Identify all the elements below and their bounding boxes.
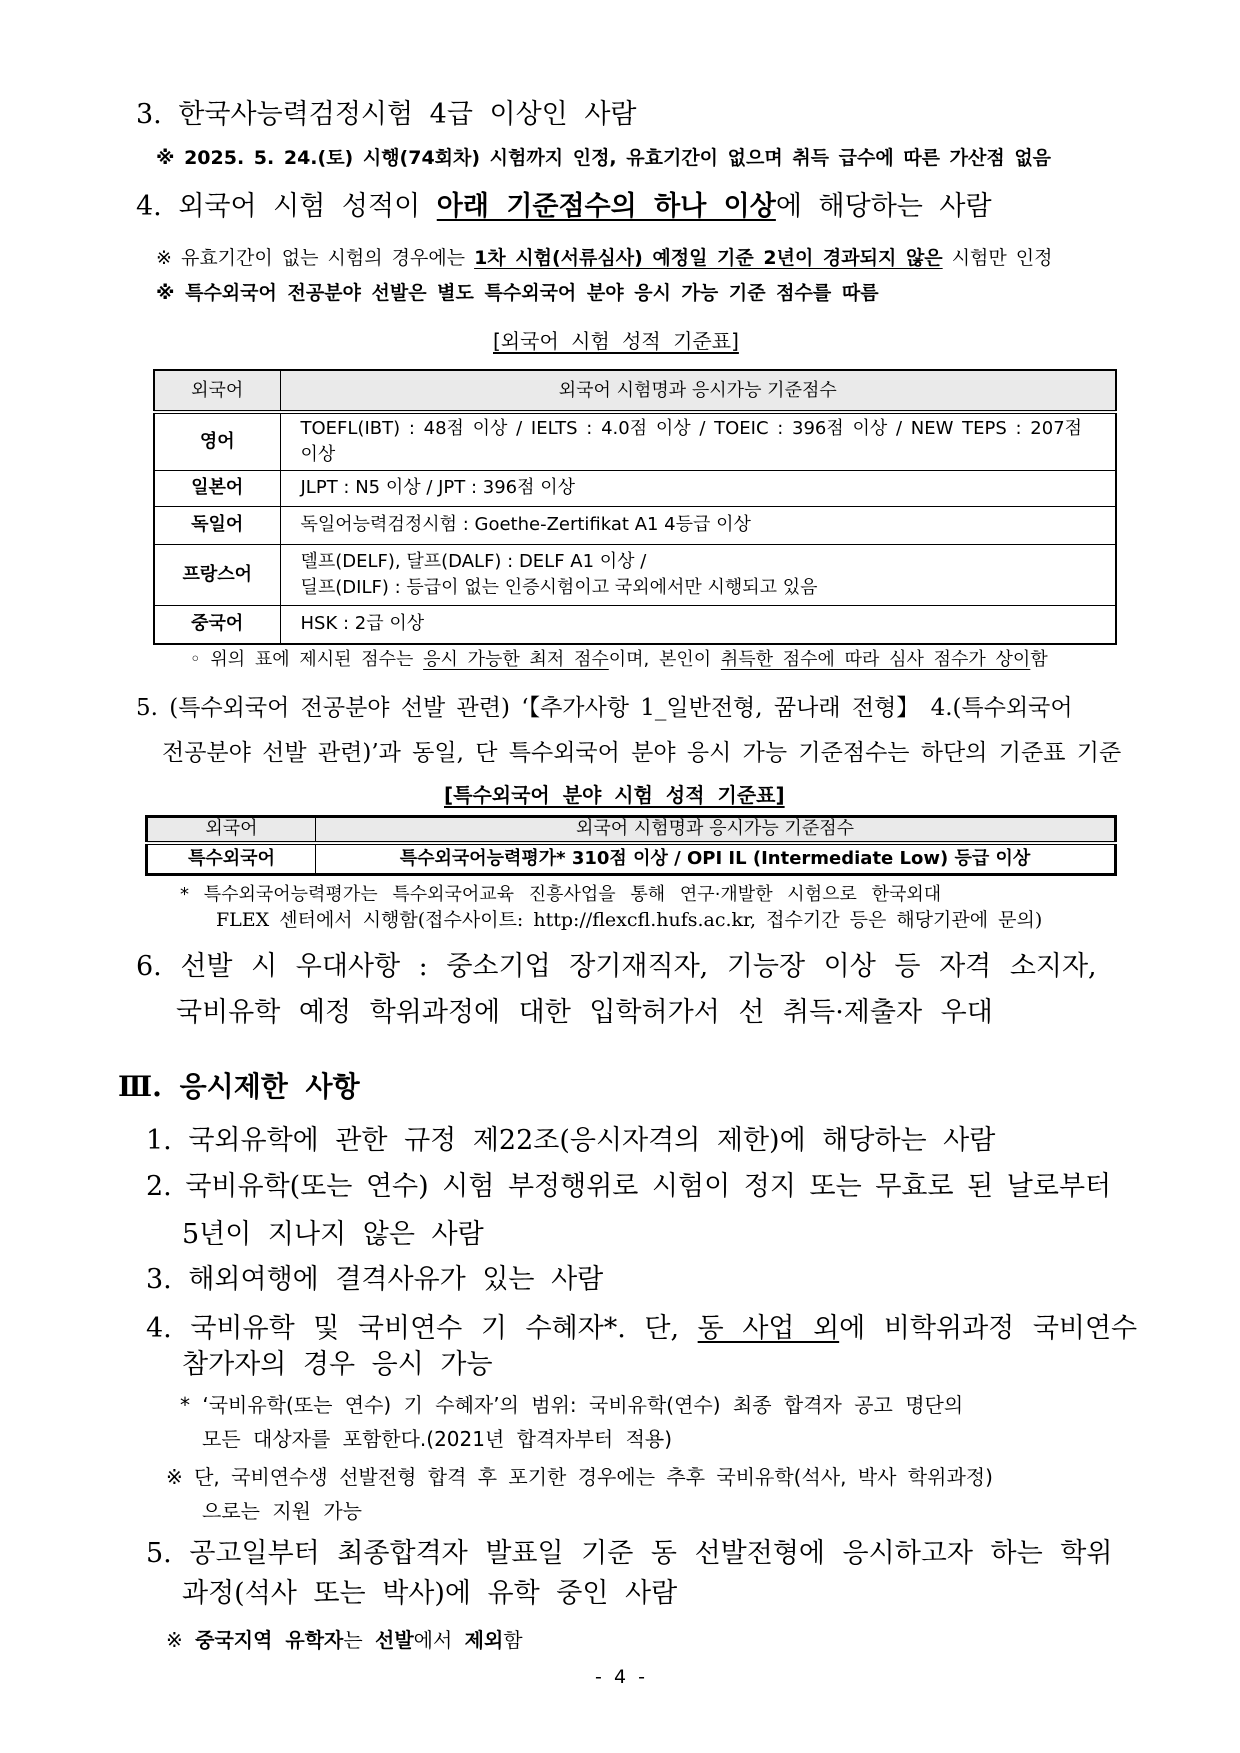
note-bold: 선발 bbox=[375, 1628, 414, 1652]
page-number: - 4 - bbox=[595, 1666, 645, 1688]
table1-title: [외국어 시험 성적 기준표] bbox=[493, 329, 739, 353]
table2-note-1: * 특수외국어능력평가는 특수외국어교육 진흥사업을 통해 연구·개발한 시험으로 한국외대 bbox=[180, 884, 942, 905]
restriction-5-line-1: 5. 공고일부터 최종합격자 발표일 기준 동 선발전형에 응시하고자 하는 학위 bbox=[146, 1538, 1113, 1569]
note-text: ※ 유효기간이 없는 시험의 경우에는 bbox=[156, 247, 475, 269]
restriction-4-line-2: 참가자의 경우 응시 가능 bbox=[182, 1349, 493, 1380]
criteria-line: JLPT : N5 이상 / JPT : 396점 이상 bbox=[280, 470, 1116, 506]
note-text: 함 bbox=[503, 1628, 523, 1652]
note-text: 시험만 인정 bbox=[942, 247, 1053, 269]
criteria-line: TOEFL(IBT) : 48점 이상 / IELTS : 4.0점 이상 / TOEIC : 396점 이상 / NEW TEPS : 207점 bbox=[300, 417, 1083, 439]
lang-cell: 특수외국어 bbox=[147, 843, 316, 875]
table2-title: [특수외국어 분야 시험 성적 기준표] bbox=[444, 783, 785, 807]
note-text: 는 bbox=[343, 1628, 376, 1652]
restriction-text: 에 비학위과정 국비연수 bbox=[839, 1313, 1138, 1344]
item-5-line-1: 5. (특수외국어 전공분야 선발 관련) ‘【추가사항 1_일반전형, 꿈나래 전형】 4.(특수외국어 bbox=[136, 695, 1073, 721]
lang-cell: 영어 bbox=[154, 412, 280, 470]
restriction-underlined: 동 사업 외 bbox=[697, 1313, 840, 1344]
table-row bbox=[154, 605, 1116, 644]
item-4 bbox=[136, 193, 992, 220]
criteria-line: 딜프(DILF) : 등급이 없는 인증시험이고 국외에서만 시행되고 있음 bbox=[300, 576, 818, 598]
item-3: 3. 한국사능력검정시험 4급 이상인 사람 bbox=[136, 99, 637, 130]
restriction-2-line-2: 5년이 지나지 않은 사람 bbox=[182, 1219, 484, 1250]
note-text: 에서 bbox=[413, 1628, 465, 1652]
table-row bbox=[154, 506, 1116, 544]
footnote-text: 이며, 본인이 bbox=[608, 649, 721, 670]
item-4-note-2: ※ 특수외국어 전공분야 선발은 별도 특수외국어 분야 응시 가능 기준 점수를 따름 bbox=[156, 282, 879, 304]
header-language: 외국어 bbox=[147, 817, 316, 843]
item-5-line-2: 전공분야 선발 관련)’과 동일, 단 특수외국어 분야 응시 가능 기준점수는 하단의 기준표 기준 bbox=[162, 740, 1122, 766]
table-row bbox=[154, 544, 1116, 605]
footnote-text: ◦ 위의 표에 제시된 점수는 bbox=[190, 649, 424, 670]
table-row bbox=[154, 412, 1116, 470]
restriction-2-line-1: 2. 국비유학(또는 연수) 시험 부정행위로 시험이 정지 또는 무효로 된 날로부터 bbox=[146, 1171, 1112, 1202]
special-language-score-table bbox=[145, 815, 1117, 876]
criteria-line: HSK : 2급 이상 bbox=[280, 605, 1116, 644]
note-text: ※ bbox=[166, 1628, 196, 1652]
criteria-line: 특수외국어능력평가* 310점 이상 / OPI IL (Intermediate Low) 등급 이상 bbox=[316, 843, 1116, 875]
item-3-note: ※ 2025. 5. 24.(토) 시행(74회차) 시험까지 인정, 유효기간이 없으며 취득 급수에 따른 가산점 없음 bbox=[156, 147, 1052, 169]
header-language: 외국어 bbox=[154, 370, 280, 412]
item-6-line-1: 6. 선발 시 우대사항 : 중소기업 장기재직자, 기능장 이상 등 자격 소지자, bbox=[136, 951, 1097, 982]
item-4-text: 4. 외국어 시험 성적이 bbox=[136, 191, 437, 222]
note-underlined: 1차 시험(서류심사) 예정일 기준 2년이 경과되지 않은 bbox=[474, 247, 943, 269]
criteria-line: 독일어능력검정시험 : Goethe-Zertifikat A1 4등급 이상 bbox=[280, 506, 1116, 544]
item-4-note-1 bbox=[156, 249, 1053, 268]
header-criteria: 외국어 시험명과 응시가능 기준점수 bbox=[316, 817, 1116, 843]
item-6-line-2: 국비유학 예정 학위과정에 대한 입학허가서 선 취득·제출자 우대 bbox=[176, 997, 993, 1028]
foreign-language-score-table bbox=[153, 369, 1117, 645]
note-bold: 중국지역 유학자 bbox=[195, 1628, 344, 1652]
restriction-1: 1. 국외유학에 관한 규정 제22조(응시자격의 제한)에 해당하는 사람 bbox=[146, 1125, 996, 1156]
footnote-underlined: 응시 가능한 최저 점수 bbox=[423, 649, 609, 670]
restriction-4-footnote-2: 모든 대상자를 포함한다.(2021년 합격자부터 적용) bbox=[202, 1427, 673, 1451]
lang-cell: 중국어 bbox=[154, 605, 280, 644]
table-row bbox=[147, 843, 1116, 875]
restriction-3: 3. 해외여행에 결격사유가 있는 사람 bbox=[146, 1264, 604, 1295]
restriction-5-line-2: 과정(석사 또는 박사)에 유학 중인 사람 bbox=[182, 1578, 678, 1609]
restriction-text: 4. 국비유학 및 국비연수 기 수혜자*. 단, bbox=[146, 1313, 698, 1344]
note-bold: 제외 bbox=[464, 1628, 504, 1652]
section-3-heading: Ⅲ. 응시제한 사항 bbox=[118, 1070, 360, 1103]
footnote-underlined: 취득한 점수에 따라 심사 점수가 상이 bbox=[720, 649, 1031, 670]
restriction-4-note-2: 으로는 지원 가능 bbox=[202, 1499, 362, 1523]
header-criteria: 외국어 시험명과 응시가능 기준점수 bbox=[280, 370, 1116, 412]
item-4-underlined: 아래 기준점수의 하나 이상 bbox=[436, 191, 776, 222]
criteria-line: 이상 bbox=[300, 443, 336, 465]
restriction-4 bbox=[146, 1315, 1137, 1342]
criteria-line: 델프(DELF), 달프(DALF) : DELF A1 이상 / bbox=[300, 550, 647, 572]
table1-footnote bbox=[190, 651, 1048, 669]
footnote-text: 함 bbox=[1030, 649, 1048, 670]
restriction-4-footnote-1: * ‘국비유학(또는 연수) 기 수혜자’의 범위: 국비유학(연수) 최종 합격자 공고 명단의 bbox=[180, 1393, 964, 1417]
lang-cell: 프랑스어 bbox=[154, 544, 280, 605]
lang-cell: 독일어 bbox=[154, 506, 280, 544]
table-row bbox=[154, 470, 1116, 506]
china-exclusion-note bbox=[166, 1630, 523, 1650]
item-4-suffix: 에 해당하는 사람 bbox=[775, 191, 992, 222]
table2-note-2: FLEX 센터에서 시행함(접수사이트: http://flexcfl.hufs.ac.kr, 접수기간 등은 해당기관에 문의) bbox=[216, 909, 1043, 931]
restriction-4-note-1: ※ 단, 국비연수생 선발전형 합격 후 포기한 경우에는 추후 국비유학(석사, 박사 학위과정) bbox=[166, 1465, 993, 1489]
lang-cell: 일본어 bbox=[154, 470, 280, 506]
